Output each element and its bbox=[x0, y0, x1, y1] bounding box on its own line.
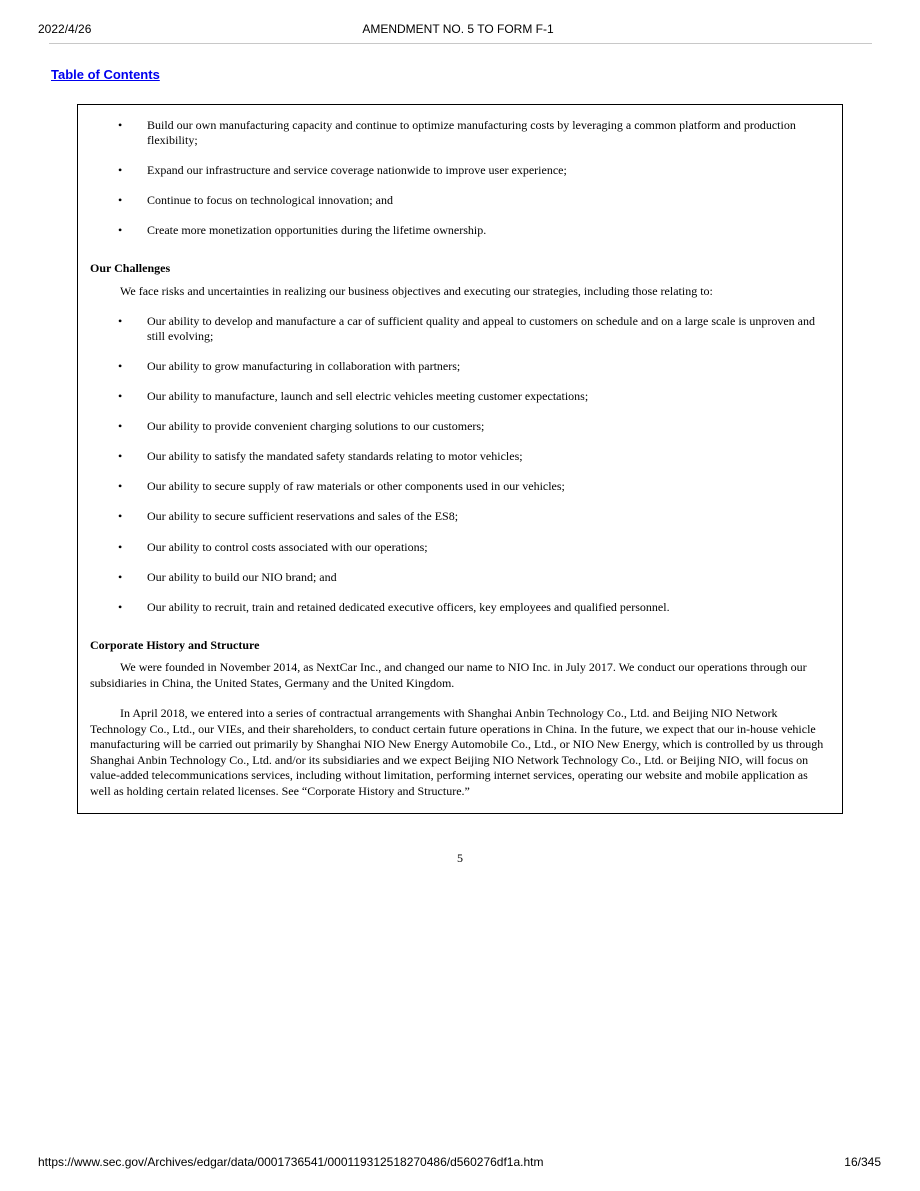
challenge-bullet-text: Our ability to provide convenient charging solutions to our customers; bbox=[147, 419, 485, 433]
strategy-bullet-text: Create more monetization opportunities during the lifetime ownership. bbox=[147, 223, 487, 237]
challenges-intro: We face risks and uncertainties in realizing our business objectives and executing our strategies, including those relating to: bbox=[120, 284, 713, 298]
corporate-history-heading: Corporate History and Structure bbox=[90, 638, 260, 652]
challenge-bullet-text: Our ability to secure sufficient reservations and sales of the ES8; bbox=[147, 509, 459, 523]
challenge-bullet-text: Our ability to develop and manufacture a car of sufficient quality and appeal to customers on schedule and on a large scale is unproven and still evolving; bbox=[147, 314, 815, 343]
content-box bbox=[77, 104, 843, 814]
challenge-bullet-text: Our ability to manufacture, launch and sell electric vehicles meeting customer expectations; bbox=[147, 389, 589, 403]
challenge-bullet-text: Our ability to secure supply of raw materials or other components used in our vehicles; bbox=[147, 479, 565, 493]
page-count: 16/345 bbox=[844, 1155, 881, 1169]
bullet-icon: • bbox=[118, 163, 123, 177]
print-date: 2022/4/26 bbox=[38, 22, 92, 36]
corporate-history-paragraph: We were founded in November 2014, as NextCar Inc., and changed our name to NIO Inc. in July 2017. We conduct our operations through our subsidiaries in China, the United States, Germany and the United Kingdom. bbox=[90, 660, 807, 690]
bullet-icon: • bbox=[118, 540, 123, 554]
header-divider bbox=[49, 43, 872, 44]
challenge-bullet-text: Our ability to grow manufacturing in collaboration with partners; bbox=[147, 359, 461, 373]
corporate-structure-paragraph: In April 2018, we entered into a series of contractual arrangements with Shanghai Anbin Technology Co., Ltd. and Beijing NIO Network Technology Co., Ltd., our VIEs, and their shareholders, to conduct certain future operations in China. In the future, we expect that our in-house vehicle manufacturing will be carried out primarily by Shanghai NIO New Energy Automobile Co., Ltd., or NIO New Energy, which is controlled by us through Shanghai Anbin Technology Co., Ltd. and/or its subsidiaries and we expect Beijing NIO Network Technology Co., Ltd. or Beijing NIO, will focus on value-added telecommunications services, including without limitation, performing internet services, operating our website and mobile application as well as holding certain related licenses. See “Corporate History and Structure.” bbox=[90, 706, 824, 798]
document-title: AMENDMENT NO. 5 TO FORM F-1 bbox=[362, 22, 554, 36]
bullet-icon: • bbox=[118, 449, 123, 463]
strategy-bullet-text: Continue to focus on technological innovation; and bbox=[147, 193, 393, 207]
bullet-icon: • bbox=[118, 509, 123, 523]
page-number: 5 bbox=[457, 851, 463, 865]
print-header bbox=[38, 22, 878, 38]
bullet-icon: • bbox=[118, 389, 123, 403]
bullet-icon: • bbox=[118, 359, 123, 373]
strategy-bullet-text: Build our own manufacturing capacity and continue to optimize manufacturing costs by leveraging a common platform and production flexibility; bbox=[147, 118, 796, 147]
challenge-bullet-text: Our ability to control costs associated with our operations; bbox=[147, 540, 428, 554]
challenge-bullet-text: Our ability to build our NIO brand; and bbox=[147, 570, 337, 584]
bullet-icon: • bbox=[118, 314, 123, 328]
challenges-heading: Our Challenges bbox=[90, 261, 171, 275]
challenge-bullet-text: Our ability to recruit, train and retained dedicated executive officers, key employees and qualified personnel. bbox=[147, 600, 670, 614]
bullet-icon: • bbox=[118, 570, 123, 584]
print-footer bbox=[38, 1155, 881, 1171]
source-url: https://www.sec.gov/Archives/edgar/data/0001736541/000119312518270486/d560276df1a.htm bbox=[38, 1155, 544, 1169]
strategy-bullet-text: Expand our infrastructure and service coverage nationwide to improve user experience; bbox=[147, 163, 567, 177]
table-of-contents-link[interactable]: Table of Contents bbox=[51, 67, 160, 82]
bullet-icon: • bbox=[118, 419, 123, 433]
bullet-icon: • bbox=[118, 118, 123, 132]
bullet-icon: • bbox=[118, 479, 123, 493]
bullet-icon: • bbox=[118, 223, 123, 237]
challenge-bullet-text: Our ability to satisfy the mandated safety standards relating to motor vehicles; bbox=[147, 449, 523, 463]
bullet-icon: • bbox=[118, 600, 123, 614]
bullet-icon: • bbox=[118, 193, 123, 207]
